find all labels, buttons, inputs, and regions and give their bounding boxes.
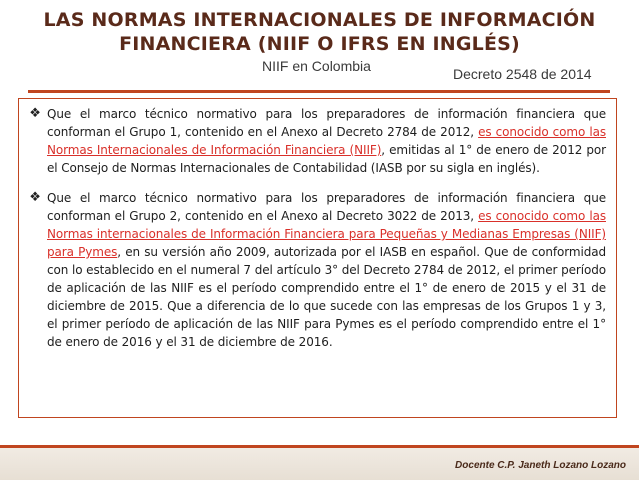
highlighted-text: es conocido como las Normas Internacionales de Información Financiera (NIIF) — [47, 125, 606, 157]
bullet-text: , emitidas al 1° de enero de 2012 por el Consejo de Normas Internacionales de Contabilidad (IASB por su sigla en inglés). — [47, 143, 606, 175]
bullet-item-group2 — [27, 189, 606, 351]
bullet-text: , en su versión año 2009, autorizada por el IASB en español. Que de conformidad con lo establecido en el numeral 7 del artículo 3° del Decreto 2784 de 2012, el primer período de aplicación de las NIIF es el período comprendido entre el 1° de enero de 2015 y el 31 de diciembre de 2015. Que a diferencia de lo que sucede con las empresas de los Grupos 1 y 3, el primer período de aplicación de las NIIF para Pymes es el período comprendido entre el 1° de enero de 2016 y el 31 de diciembre de 2016. — [47, 245, 606, 349]
header-divider — [28, 90, 610, 93]
highlighted-text: es conocido como las Normas internacionales de Información Financiera para Pequeñas y Medianas Empresas (NIIF) para Pymes — [47, 209, 606, 259]
content-box — [18, 98, 617, 418]
diamond-bullet-icon: ❖ — [29, 190, 41, 205]
footer-author: Docente C.P. Janeth Lozano Lozano — [455, 460, 626, 471]
decree-reference: Decreto 2548 de 2014 — [453, 66, 592, 82]
bullet-text: Que el marco técnico normativo para los preparadores de información financiera que conforman el Grupo 2, contenido en el Anexo al Decreto 3022 de 2013, — [47, 191, 606, 223]
slide-subtitle: NIIF en Colombia — [262, 58, 371, 74]
slide-title-line1: LAS NORMAS INTERNACIONALES DE INFORMACIÓN — [43, 9, 596, 31]
diamond-bullet-icon: ❖ — [29, 106, 41, 121]
bullet-item-group1 — [27, 105, 606, 177]
bullet-text: Que el marco técnico normativo para los preparadores de información financiera que conforman el Grupo 1, contenido en el Anexo al Decreto 2784 de 2012, — [47, 107, 606, 139]
slide-title — [0, 8, 639, 56]
slide-title-line2: FINANCIERA (NIIF O IFRS EN INGLÉS) — [119, 33, 520, 55]
